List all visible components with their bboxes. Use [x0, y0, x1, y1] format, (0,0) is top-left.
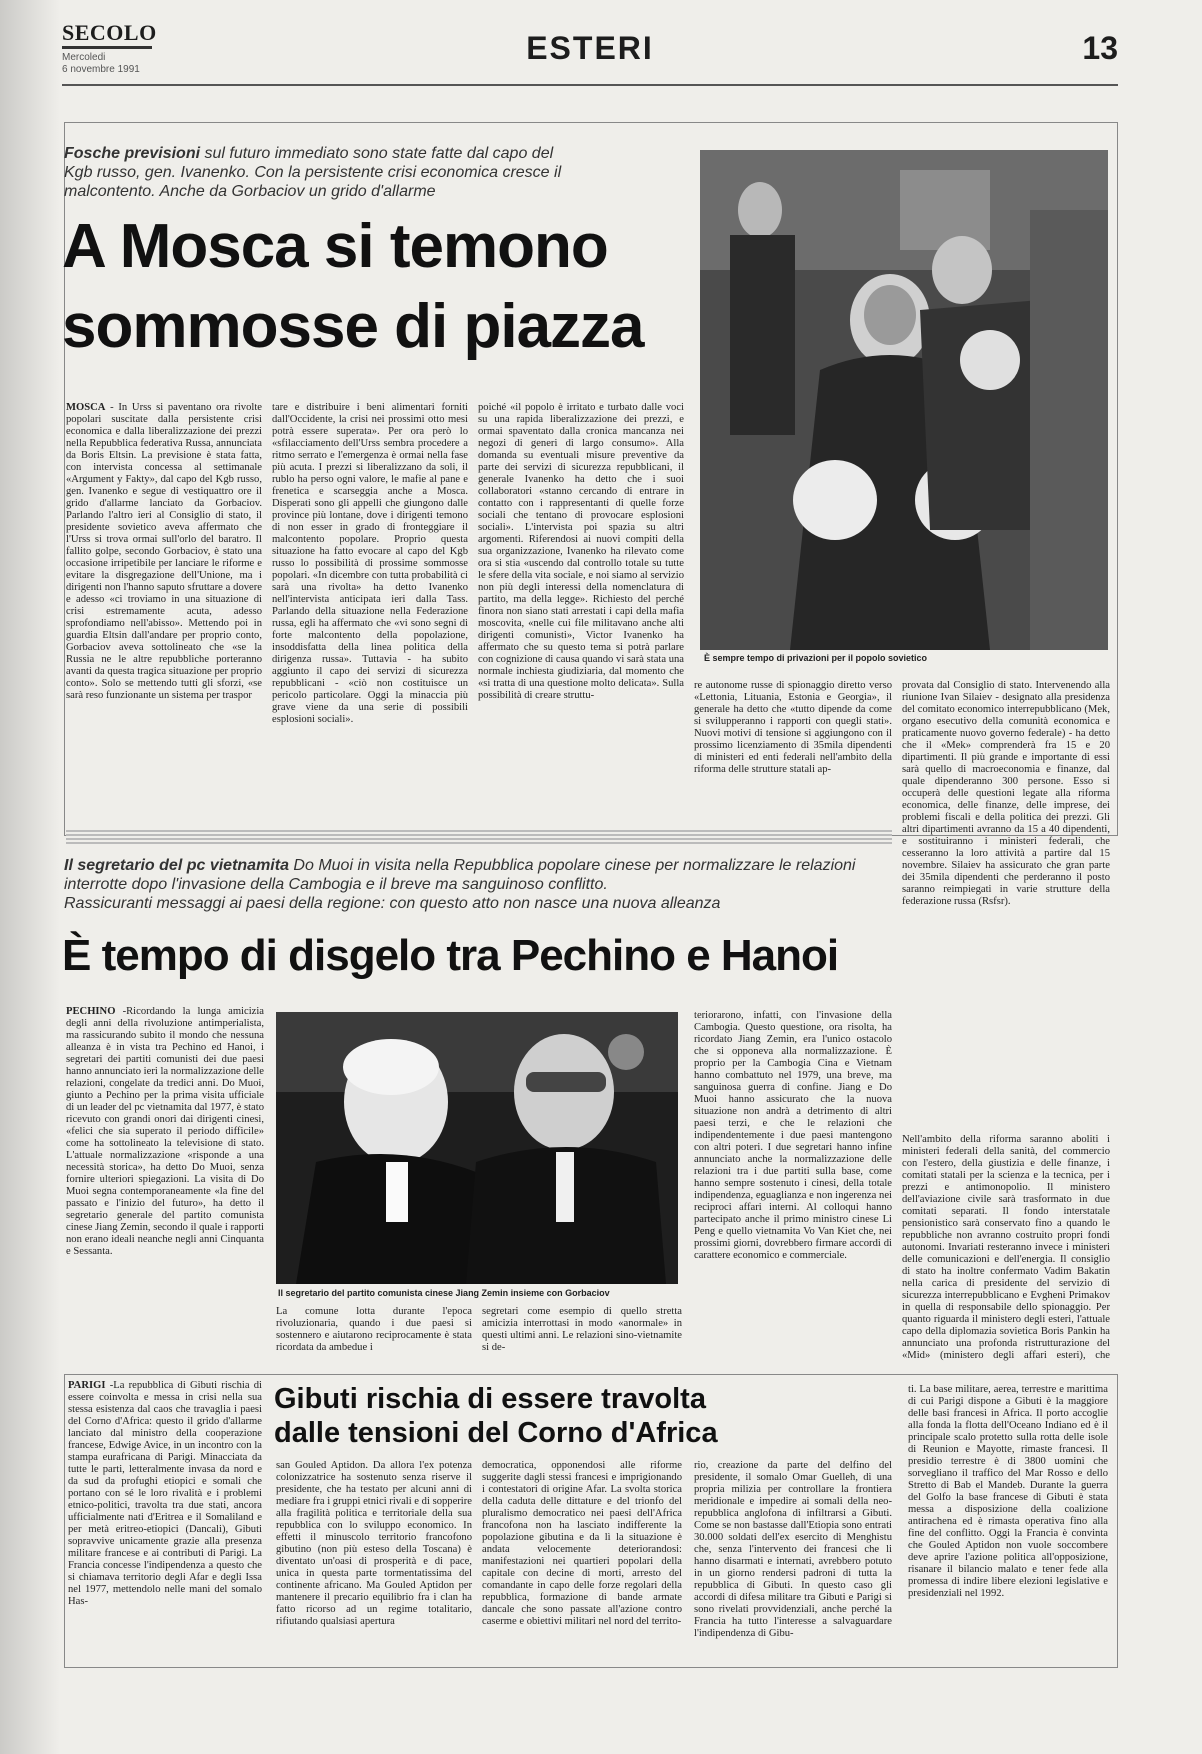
- column-text: - In Urss si paventano ora rivolte popolari suscitate dalla persistente crisi economica e dalla liberalizzazione dei prezzi nella Repubblica federativa Russa, annunciata da Boris Eltsin. La previsione è stata fatta, con intervista concessa al settimanale «Argument y Fakty», dal capo del Kgb russo, gen. Ivanenko e segue di vestiquattro ore il grido d'allarme lanciato da Gorbaciov. Parlando l'altro ieri al Consiglio di stato, il presidente sovietico aveva affermato che l'Urss si trova ormai sull'orlo del baratro. Il fallito golpe, secondo Gorbaciov, è stato una occasione irripetibile per lanciare le riforme e evitare la disgregazione dell'Unione, ma i dirigenti non l'hanno saputo sfruttare a dovere e adesso «ci troviamo in una situazione di crisi estremamente acuta, adesso sprofondiamo nell'abisso». Mettendo poi in guardia Eltsin dall'andare per proprio conto, Gorbaciov aveva sottolineato che «se la Russia ne le altre repubbliche porteranno avanti da questa tragica situazione per proprio conto». Solo se mettendo tutti gli sforzi, «se sarà reso funzionante un sistema per traspor: [66, 402, 262, 701]
- article-gibuti-column-3: democratica, opponendosi alle riforme suggerite dagli stessi francesi e imprigionando i contestatori di origine Afar. La svolta storica della caduta delle dittature e del trionfo del pluralismo democratico nei paesi dell'Africa francofona non ha lasciato indifferente la popolazione gibutina e da lì la situazione è andata velocemente deteriorandosi: manifestazioni nei quartieri popolari della capitale con decine di morti, arresto del comandante in capo delle forze regolari della repubblica, formazione di bande armate dancale che sono passate all'azione contro caserme e obiettivi militari nel nord del territo-: [482, 1460, 682, 1627]
- article-mosca-headline-line2: sommosse di piazza: [62, 292, 644, 361]
- photo-caption-jiang: Il segretario del partito comunista cinese Jiang Zemin insieme con Gorbaciov: [278, 1288, 610, 1298]
- masthead: [62, 18, 1118, 82]
- photo-caption-soviet: È sempre tempo di privazioni per il popolo sovietico: [704, 653, 928, 663]
- photo-soviet-women: [700, 150, 1108, 650]
- page-number: 13: [1082, 30, 1118, 66]
- kicker-lead: Fosche previsioni: [64, 145, 201, 162]
- article-gibuti-column-2: san Gouled Aptidon. Da allora l'ex potenza colonizzatrice ha sostenuto senza riserve il presidente, che ha testato per alcuni anni di mediare fra i gruppi etnici rivali e di sopperire alla fragilità politica e territoriale della sua repubblica con lo sviluppo economico. In effetti il minuscolo territorio francofono gibutino (non più esteso della Toscana) è diventato un'oasi di prosperità e di pace, unica in questa parte tormentatissima del continente africano. Ma Gouled Aptidon per mantenere il precario equilibrio fra i clan ha fatto ricorso ad un regime totalitario, rifiutando qualsiasi apertura: [276, 1460, 472, 1627]
- article-mosca-column-3: poiché «il popolo è irritato e turbato dalle voci su una rapida liberalizzazione dei prezzi, e ormai spaventato dalla cronica mancanza nei negozi di generi di largo consumo». Alla domanda su eventuali misure preventive da parte dei servizi di sicurezza repubblicani, il generale Ivanenko ha detto che i suoi collaboratori «stanno cercando di entrare in contatto con i rappresentanti di quelle forze sociali che tentano di provocare esplosioni sociali». L'intervista poi spazia su altri argomenti. Riferendosi ai nuovi compiti della sua organizzazione, Ivanenko ha rilevato come ora si stia «uscendo dal controllo totale su tutte le sfere della vita sociale, e noi siamo al servizio non più degli interessi della nomenclatura di partito, ma della legge». Richiesto del perché finora non siano stati arrestati i capi della mafia moscovita, «nelle cui file militavano anche alti dirigenti comunisti», Victor Ivanenko ha affermato che su questo tema si potrà parlare con cognizione di causa quando vi sarà stata una normale inchiesta giudiziaria, dal momento che «si tratta di una questione molto delicata». Sulla possibilità di creare struttu-: [478, 402, 684, 701]
- article-hanoi-column-1: [66, 1006, 264, 1358]
- section-title: ESTERI: [526, 30, 654, 66]
- article-gibuti-column-5: ti. La base militare, aerea, terrestre e marittima di cui Parigi dispone a Gibuti è la maggiore delle basi francesi in Africa. Il porto accoglie alla fonda la flotta dell'Oceano Indiano ed è il principale scalo protetto sulla rotta delle isole di Reunion e Mayotte, rimaste francesi. Il presidio terrestre è di 3800 uomini che sorvegliano il traffico del Mar Rosso e dello Stretto di Bab el Mandeb. Durante la guerra del Golfo la base francese di Gibuti è stata messa a disposizione della coalizione antirachena ed è rimasta operativa fino alla fine del conflitto. Oggi la Francia è convinta che Gouled Aptidon non vuole soccombere deve aprire l'azione politica all'opposizione, risanare il bilancio malato e tener fede alla promessa di indire libere elezioni legislative e presidenziali nel 1992.: [908, 1384, 1108, 1599]
- column-text: -Ricordando la lunga amicizia degli anni della rivoluzione antimperialista, ma rassicurando subito il mondo che nessuna alleanza è in vista tra Pechino ed Hanoi, i segretari dei partiti comunisti dei due paesi hanno annunciato ieri la normalizzazione delle relazioni, congelate da tredici anni. Do Muoi, giunto a Pechino per la prima visita ufficiale di un leader del pc vietnamita dal 1977, è stato ricevuto con grandi onori dai dirigenti cinesi, «felici che sia superato il periodo difficile» come ha sottolineato la televisione di stato. L'attuale normalizzazione «risponde a una necessità storica», ha detto Do Muoi, senza fornire ulteriori spiegazioni. La visita di Do Muoi segna contemporaneamente «la fine del passato e l'inizio del futuro», ha detto il segretario generale del partito comunista cinese Jiang Zemin, secondo il quale i rapporti non erano ideali neanche negli anni Cinquanta e Sessanta.: [66, 1006, 264, 1257]
- dateline-pechino: PECHINO: [66, 1006, 116, 1017]
- article-hanoi-column-4: teriorarono, infatti, con l'invasione della Cambogia. Questo questione, ora risolta, ha ricordato Jiang Zemin, era l'unico ostacolo che si opponeva alla normalizzazione. È proprio per la Cambogia Cina e Vietnam hanno combattuto nel 1979, una breve, ma sanguinosa guerra di confine. Jiang e Do Muoi hanno assicurato che la nuova situazione non andrà a detrimento di altri paesi terzi, e che le relazioni che indipendentemente i due paesi mantengono con altri poteri. I due segretari hanno infine annunciato anche la normalizzazione delle relazioni tra i due partiti sulla base, come hanno sempre sostenuto i cinesi, della totale indipendenza, eguaglianza e non ingerenza nei reciproci affari interni. Al colloqui hanno partecipato anche il primo ministro cinese Li Peng e quello vietnamita Vo Van Kiet che, nei prossimi giorni, dovrebbero firmare accordi di carattere economico e commerciale.: [694, 1010, 892, 1261]
- article-gibuti-headline-line1: Gibuti rischia di essere travolta: [274, 1383, 706, 1415]
- article-gibuti-column-1: [68, 1380, 262, 1660]
- kicker-rest: Do Muoi in visita nella Repubblica popolare cinese per normalizzare le relazioni interrotte dopo l'invasione della Cambogia e il breve ma sanguinoso conflitto.: [64, 857, 856, 893]
- photo-jiang-zemin-gorbaciov: [276, 1012, 678, 1284]
- article-hanoi-headline: È tempo di disgelo tra Pechino e Hanoi: [62, 931, 839, 980]
- article-gibuti-headline-line2: dalle tensioni del Corno d'Africa: [274, 1417, 718, 1449]
- newspaper-logo: SECOLO: [62, 20, 157, 45]
- article-gibuti-column-4: rio, creazione da parte del delfino del presidente, il somalo Omar Guelleh, di una propria milizia per controllare la frontiera meridionale e impedire ai somali della neo-repubblica anglofona di infiltrarsi a Gibuti. Come se non bastasse dall'Etiopia sono entrati 30.000 soldati dell'ex esercito di Menghistu che, senza l'intervento dei francesi che li hanno disarmati e internati, avrebbero potuto in un giorno rendersi padroni di tutta la repubblica di Gibuti. In questo caso gli accordi di difesa militare tra Gibuti e Parigi si sono rivelati provvidenziali, anche perché la Francia ha tutto l'interesse a salvaguardare l'indipendenza di Gibu-: [694, 1460, 892, 1639]
- issue-day: Mercoledi: [62, 52, 106, 63]
- article-mosca-headline-line1: A Mosca si temono: [62, 212, 608, 281]
- article-mosca-column-5: provata dal Consiglio di stato. Intervenendo alla riunione Ivan Silaiev - designato alla presidenza del comitato economico interrepubblicano (Mek, organo esecutivo della comunità economica e praticamente nuovo governo federale) - ha detto che il «Mek» comprenderà fra 15 e 20 dipartimenti. Il più grande e importante di essi sarà quello di macroeconomia e finanze, dal quale dipenderanno 300 persone. Esso si occuperà delle questioni legate alla riforma economica, delle finanze, delle imprese, dei problemi fiscali e della politica dei prezzi. Gli altri dipartimenti avranno da 15 a 40 dipendenti, e sostituiranno i ministeri federali, che cesseranno la loro attività a partire dal 15 novembre. Silaiev ha assicurato che gran parte dei 35mila dipendenti che perderanno il posto saranno reimpiegati in varie strutture della federazione russa (Rsfsr).: [902, 680, 1110, 907]
- masthead-rule: [62, 84, 1118, 86]
- article-mosca-column-1: [66, 402, 262, 826]
- article-hanoi-column-5: Nell'ambito della riforma saranno aboliti i ministeri federali della sanità, del commercio con l'estero, della giustizia e delle finanze, i comitati statali per la scienza e la tecnica, per i prezzi e antimonopolio. Il ministero dell'aviazione civile sarà trasformato in due comitati separati. Il fondo interstatale pensionistico sarà conservato fino a quando le repubbliche non avranno costruito propri fondi autonomi. Invariati resteranno invece i ministeri delle comunicazioni e dell'energia. Il consiglio di stato ha inoltre confermato Vadim Bakatin nella carica di presidente del servizio di sicurezza interrepubblicano e Evgheni Primakov in quella di responsabile dello spionaggio. Per quanto riguarda il ministero degli esteri, l'attuale capo della diplomazia sovietica Boris Pankin ha annunciato una profonda ristrutturazione del «Mid» (ministero degli affari esteri), che: [902, 1134, 1110, 1361]
- section-divider: [66, 830, 892, 844]
- kicker-line3: Rassicuranti messaggi ai paesi della regione: con questo atto non nasce una nuova alleanza: [64, 895, 721, 912]
- article-hanoi-kicker: [64, 856, 864, 913]
- article-hanoi-column-2: La comune lotta durante l'epoca rivoluzionaria, quando i due paesi si sostennero e aiutarono reciprocamente è stata ricordata da ambedue i: [276, 1306, 472, 1353]
- page-gutter-shadow: [0, 0, 60, 1754]
- kicker-rest: sul futuro immediato sono state fatte dal capo del Kgb russo, gen. Ivanenko. Con la persistente crisi economica cresce il malcontento. Anche da Gorbaciov un grido d'allarme: [64, 145, 562, 200]
- article-mosca-column-2: tare e distribuire i beni alimentari forniti dall'Occidente, la crisi nei prossimi otto mesi potrà essere superata». Per ora però lo «sfilacciamento dell'Urss sembra procedere a ritmo serrato e l'emergenza è ormai nella fase più acuta. I prezzi si liberalizzano da soli, il rublo ha perso ogni valore, le mafie al pane e frenetica e scarseggia anche a Mosca. Disperati sono gli appelli che giungono dalle province più lontane, dove i dirigenti temono di non esser in grado di fronteggiare il malcontento popolare. Proprio questa situazione ha fatto evocare al capo del Kgb russo lo possibilità di prossime sommosse popolari. «In dicembre con tutta probabilità ci sarà una rivolta» ha detto Ivanenko nell'intervista anticipata ieri dalla Tass. Parlando della situazione nella Federazione russa, egli ha affermato che «vi sono segni di forte malcontento della popolazione, insoddisfatta della linea politica della dirigenza russa». Tuttavia - ha subito aggiunto il capo dei servizi di sicurezza repubblicani - «ciò non costituisce un pericolo particolare. Oggi la minaccia più grave viene da una serie di possibili esplosioni sociali».: [272, 402, 468, 725]
- issue-date-text: 6 novembre 1991: [62, 64, 140, 75]
- article-mosca-column-4: re autonome russe di spionaggio diretto verso «Lettonia, Lituania, Estonia e Georgia», il generale ha detto che «tutto dipende da come si svilupperanno i rapporti con quegli stati». Nuovi motivi di tensione si aggiungono con il prossimo licenziamento di 35mila dipendenti di ministeri ed enti federali nell'ambito della riforma delle strutture statali ap-: [694, 680, 892, 775]
- article-mosca-kicker: [64, 144, 564, 201]
- dateline-mosca: MOSCA: [66, 402, 106, 413]
- article-hanoi-column-3: segretari come esempio di quello stretta amicizia interrottasi in modo «anormale» in questi ultimi anni. Le relazioni sino-vietnamite si de-: [482, 1306, 682, 1353]
- dateline-parigi: PARIGI: [68, 1380, 106, 1391]
- kicker-lead: Il segretario del pc vietnamita: [64, 857, 289, 874]
- column-text: -La repubblica di Gibuti rischia di essere coinvolta e messa in crisi nella sua stessa esistenza dal caos che travaglia i paesi del Corno d'Africa: questo il grido d'allarme lanciato dal ministro della cooperazione francese, Edwige Avice, in un incontro con la stampa eurafricana di Parigi. Minacciata da tutte le parti, letteralmente invasa da nord e da sud da profughi etiopici e somali che portano con sé le loro rivalità e i problemi etnico-politici, travolta tra due stati, ancora ufficialmente nati d'Eritrea e il Somaliland e per metà eritreo-etiopici (Dancali), Gibuti sopravvive unicamente grazie alla presenza militare francese e ai contributi di Parigi. La Francia concesse l'indipendenza a questo che si chiamava territorio degli Afar e degli Issa nel 1977, mettendolo nelle mani del somalo Has-: [68, 1380, 262, 1607]
